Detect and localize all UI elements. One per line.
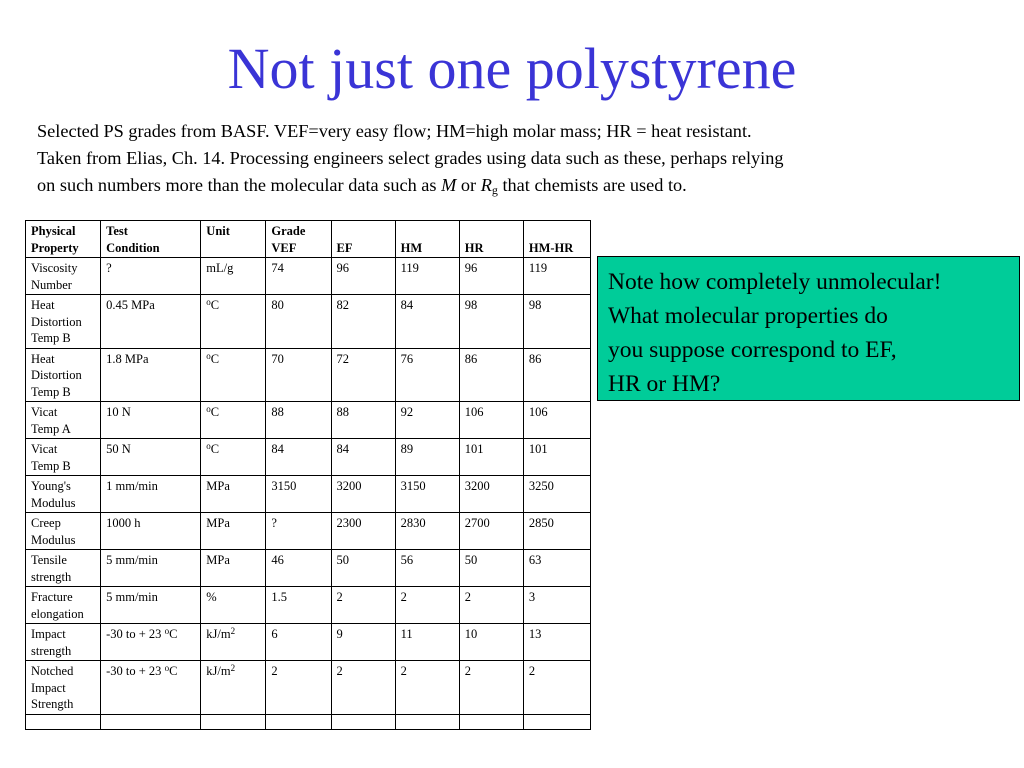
cell-value-hm-hr: 63 bbox=[523, 550, 590, 587]
cell-unit: MPa bbox=[201, 513, 266, 550]
cell-physical-property: Impact strength bbox=[26, 624, 101, 661]
cell-test-condition: 0.45 MPa bbox=[101, 295, 201, 349]
cell-value-hr: 50 bbox=[459, 550, 523, 587]
table-row bbox=[26, 550, 591, 587]
cell-value-hr: 96 bbox=[459, 258, 523, 295]
cell-test-condition: 5 mm/min bbox=[101, 587, 201, 624]
table-row bbox=[26, 624, 591, 661]
cell-value-hm: 76 bbox=[395, 348, 459, 402]
table-row bbox=[26, 476, 591, 513]
note-box bbox=[597, 256, 1020, 401]
intro-text: on such numbers more than the molecular data such as bbox=[37, 175, 442, 195]
cell-value-ef: 50 bbox=[331, 550, 395, 587]
cell-value-hm-hr: 119 bbox=[523, 258, 590, 295]
intro-line-1: Selected PS grades from BASF. VEF=very easy flow; HM=high molar mass; HR = heat resistant. bbox=[37, 121, 752, 141]
cell-test-condition: 5 mm/min bbox=[101, 550, 201, 587]
intro-line-2: Taken from Elias, Ch. 14. Processing engineers select grades using data such as these, perhaps relying bbox=[37, 148, 784, 168]
cell-value-hr: 86 bbox=[459, 348, 523, 402]
empty-cell bbox=[101, 714, 201, 729]
cell-test-condition: 1 mm/min bbox=[101, 476, 201, 513]
cell-value-ef: 84 bbox=[331, 439, 395, 476]
table-row bbox=[26, 258, 591, 295]
table-row bbox=[26, 402, 591, 439]
cell-unit: $^o$C bbox=[201, 348, 266, 402]
cell-value-vef: 46 bbox=[266, 550, 331, 587]
header-test-condition: Test Condition bbox=[101, 221, 201, 258]
cell-value-hr: 101 bbox=[459, 439, 523, 476]
table-row bbox=[26, 513, 591, 550]
cell-value-hm: 89 bbox=[395, 439, 459, 476]
cell-value-hm: 11 bbox=[395, 624, 459, 661]
header-hr: HR bbox=[459, 221, 523, 258]
cell-value-ef: 82 bbox=[331, 295, 395, 349]
cell-test-condition: 1.8 MPa bbox=[101, 348, 201, 402]
cell-unit: MPa bbox=[201, 550, 266, 587]
cell-value-vef: 1.5 bbox=[266, 587, 331, 624]
cell-value-hm-hr: 101 bbox=[523, 439, 590, 476]
cell-value-hm-hr: 98 bbox=[523, 295, 590, 349]
cell-value-vef: 2 bbox=[266, 661, 331, 715]
table-row-empty bbox=[26, 714, 591, 729]
table-body bbox=[26, 258, 591, 730]
table-row bbox=[26, 661, 591, 715]
cell-unit: $kJ/m^2$ bbox=[201, 624, 266, 661]
cell-value-vef: ? bbox=[266, 513, 331, 550]
cell-value-ef: 88 bbox=[331, 402, 395, 439]
cell-value-hr: 3200 bbox=[459, 476, 523, 513]
cell-value-hr: 106 bbox=[459, 402, 523, 439]
cell-value-vef: 70 bbox=[266, 348, 331, 402]
table-row bbox=[26, 348, 591, 402]
header-hm: HM bbox=[395, 221, 459, 258]
cell-test-condition: -30 to + 23 $^o$C bbox=[101, 661, 201, 715]
note-line: Note how completely unmolecular! bbox=[608, 269, 942, 295]
note-line: HR or HM? bbox=[608, 371, 721, 397]
cell-value-ef: 2300 bbox=[331, 513, 395, 550]
table-row bbox=[26, 587, 591, 624]
cell-unit: $^o$C bbox=[201, 295, 266, 349]
cell-physical-property: Vicat Temp A bbox=[26, 402, 101, 439]
cell-physical-property: Tensile strength bbox=[26, 550, 101, 587]
intro-line-3 bbox=[37, 172, 997, 199]
cell-physical-property: Heat Distortion Temp B bbox=[26, 295, 101, 349]
ps-grades-table bbox=[25, 220, 591, 730]
cell-value-ef: 96 bbox=[331, 258, 395, 295]
symbol-r-subscript: g bbox=[491, 183, 498, 197]
cell-value-hm-hr: 3250 bbox=[523, 476, 590, 513]
cell-physical-property: Heat Distortion Temp B bbox=[26, 348, 101, 402]
cell-value-ef: 3200 bbox=[331, 476, 395, 513]
cell-unit: $^o$C bbox=[201, 402, 266, 439]
header-physical-property: Physical Property bbox=[26, 221, 101, 258]
table-row bbox=[26, 439, 591, 476]
cell-value-hr: 98 bbox=[459, 295, 523, 349]
cell-value-hm-hr: 13 bbox=[523, 624, 590, 661]
empty-cell bbox=[26, 714, 101, 729]
symbol-r: R bbox=[480, 175, 492, 195]
cell-value-hm-hr: 2850 bbox=[523, 513, 590, 550]
cell-test-condition: ? bbox=[101, 258, 201, 295]
cell-value-hm: 2830 bbox=[395, 513, 459, 550]
cell-physical-property: Vicat Temp B bbox=[26, 439, 101, 476]
empty-cell bbox=[523, 714, 590, 729]
cell-value-hm: 3150 bbox=[395, 476, 459, 513]
cell-value-vef: 3150 bbox=[266, 476, 331, 513]
header-hm-hr: HM-HR bbox=[523, 221, 590, 258]
cell-value-hm: 92 bbox=[395, 402, 459, 439]
note-line: What molecular properties do bbox=[608, 303, 888, 329]
cell-value-vef: 88 bbox=[266, 402, 331, 439]
cell-test-condition: 50 N bbox=[101, 439, 201, 476]
cell-test-condition: 10 N bbox=[101, 402, 201, 439]
table-header-row bbox=[26, 221, 591, 258]
cell-value-ef: 9 bbox=[331, 624, 395, 661]
cell-unit: $kJ/m^2$ bbox=[201, 661, 266, 715]
cell-value-hm: 84 bbox=[395, 295, 459, 349]
empty-cell bbox=[459, 714, 523, 729]
empty-cell bbox=[201, 714, 266, 729]
cell-value-ef: 2 bbox=[331, 587, 395, 624]
cell-value-hm: 56 bbox=[395, 550, 459, 587]
cell-value-hm: 2 bbox=[395, 587, 459, 624]
cell-unit: MPa bbox=[201, 476, 266, 513]
note-line: you suppose correspond to EF, bbox=[608, 337, 897, 363]
cell-value-hm: 2 bbox=[395, 661, 459, 715]
cell-unit: mL/g bbox=[201, 258, 266, 295]
cell-value-hr: 2 bbox=[459, 661, 523, 715]
cell-value-hm-hr: 3 bbox=[523, 587, 590, 624]
cell-value-vef: 6 bbox=[266, 624, 331, 661]
cell-test-condition: -30 to + 23 $^o$C bbox=[101, 624, 201, 661]
cell-value-ef: 2 bbox=[331, 661, 395, 715]
empty-cell bbox=[266, 714, 331, 729]
cell-value-hr: 2 bbox=[459, 587, 523, 624]
cell-physical-property: Young's Modulus bbox=[26, 476, 101, 513]
empty-cell bbox=[395, 714, 459, 729]
cell-value-ef: 72 bbox=[331, 348, 395, 402]
intro-text: or bbox=[456, 175, 481, 195]
intro-text: that chemists are used to. bbox=[497, 175, 687, 195]
cell-physical-property: Fracture elongation bbox=[26, 587, 101, 624]
header-ef: EF bbox=[331, 221, 395, 258]
header-grade-vef: Grade VEF bbox=[266, 221, 331, 258]
header-unit: Unit bbox=[201, 221, 266, 258]
cell-value-vef: 84 bbox=[266, 439, 331, 476]
cell-physical-property: Creep Modulus bbox=[26, 513, 101, 550]
table-row bbox=[26, 295, 591, 349]
cell-unit: % bbox=[201, 587, 266, 624]
cell-value-hm-hr: 86 bbox=[523, 348, 590, 402]
cell-value-hr: 10 bbox=[459, 624, 523, 661]
cell-value-hr: 2700 bbox=[459, 513, 523, 550]
cell-test-condition: 1000 h bbox=[101, 513, 201, 550]
cell-value-hm: 119 bbox=[395, 258, 459, 295]
intro-paragraph bbox=[37, 118, 997, 199]
cell-value-vef: 80 bbox=[266, 295, 331, 349]
cell-value-hm-hr: 106 bbox=[523, 402, 590, 439]
cell-value-vef: 74 bbox=[266, 258, 331, 295]
cell-physical-property: Viscosity Number bbox=[26, 258, 101, 295]
empty-cell bbox=[331, 714, 395, 729]
slide-title: Not just one polystyrene bbox=[227, 36, 797, 101]
cell-value-hm-hr: 2 bbox=[523, 661, 590, 715]
symbol-m: M bbox=[441, 175, 457, 195]
cell-unit: $^o$C bbox=[201, 439, 266, 476]
cell-physical-property: Notched Impact Strength bbox=[26, 661, 101, 715]
